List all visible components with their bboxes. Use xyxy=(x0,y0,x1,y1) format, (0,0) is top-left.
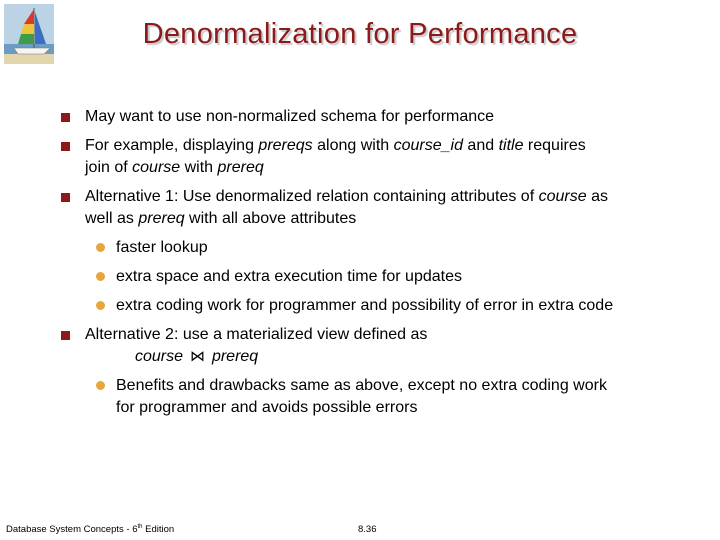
bullet-text: For example, displaying prereqs along with course_id and title requires join of course with prereq xyxy=(85,137,586,176)
dot-bullet-icon xyxy=(96,301,105,310)
bullet-text: Alternative 1: Use denormalized relation containing attributes of course as well as prereq with all above attributes xyxy=(85,188,608,227)
bullet-text: Alternative 2: use a materialized view defined as course ⋈ prereq xyxy=(85,324,695,368)
sub-bullet-text: extra space and extra execution time for updates xyxy=(116,268,462,285)
square-bullet-icon xyxy=(61,331,70,340)
page-number: 8.36 xyxy=(358,524,377,535)
dot-bullet-icon xyxy=(96,272,105,281)
natural-join-icon: ⋈ xyxy=(189,348,205,365)
square-bullet-icon xyxy=(61,142,70,151)
slide-title: Denormalization for Performance xyxy=(142,18,578,50)
footer-source: Database System Concepts - 6th Edition xyxy=(6,524,175,536)
dot-bullet-icon xyxy=(96,243,105,252)
square-bullet-icon xyxy=(61,193,70,202)
dot-bullet-icon xyxy=(96,381,105,390)
sub-bullet-text: faster lookup xyxy=(116,239,208,256)
sub-bullet-text: extra coding work for programmer and possibility of error in extra code xyxy=(116,297,614,314)
bullet-text: May want to use non-normalized schema for performance xyxy=(85,108,495,125)
square-bullet-icon xyxy=(61,113,70,122)
sub-bullet-text: Benefits and drawbacks same as above, except no extra coding work for programmer and avoids possible errors xyxy=(116,377,607,416)
